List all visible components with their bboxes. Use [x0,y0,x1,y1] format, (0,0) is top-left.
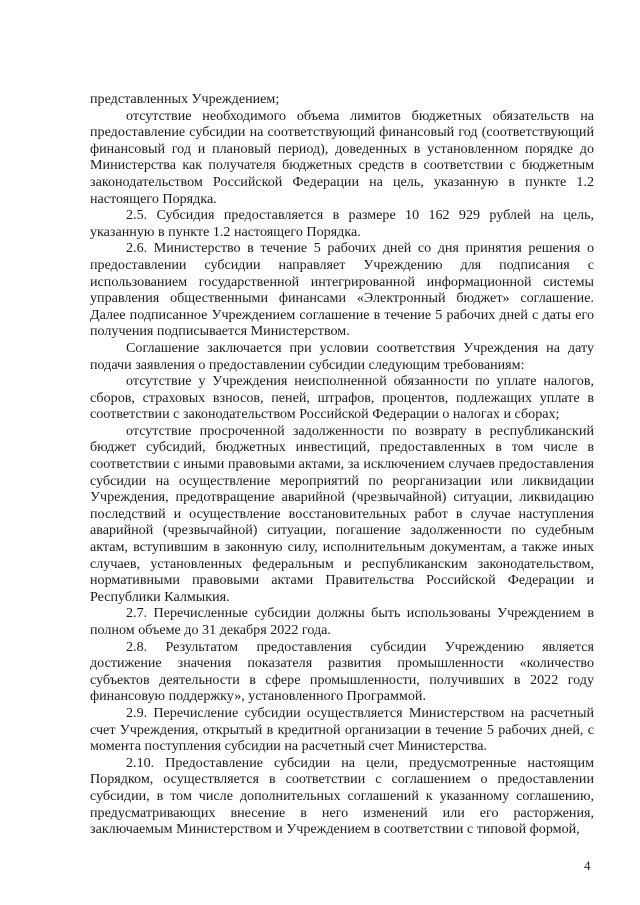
paragraph-continuation: представленных Учреждением; [90,91,280,107]
paragraph-no-overdue-debt: отсутствие просроченной задолженности по возврату в республиканский бюджет субсидий, бюджетных инвестиций, предоставленных в том числе в соответствии с иными правовыми актами, за исключением случаев предоставления субсидии на осуществление мероприятий по реорганизации или ликвидации Учреждения, предотвращение аварийной (чрезвычайной) ситуации, ликвидацию последствий и осуществление восстановительных работ в случае наступления аварийной (чрезвычайной) ситуации, погашение задолженности по судебным актам, вступившим в законную силу, исполнительным документам, а также иных случаев, установленных федеральным и республиканским законодательством, нормативными правовыми актами Правительства Российской Федерации и Республики Калмыкия. [90,422,594,605]
paragraph-budget-limits: отсутствие необходимого объема лимитов бюджетных обязательств на предоставление субсидии на соответствующий финансовый год (соответствующий финансовый год и плановый период), доведенных в установленном порядке до Министерства как получателя бюджетных средств в соответствии с бюджетным законодательством Российской Федерации на цель, указанную в пункте 1.2 настоящего Порядка. [90,107,594,207]
paragraph-2-6: 2.6. Министерство в течение 5 рабочих дней со дня принятия решения о предоставлении субсидии направляет Учреждению для подписания с использованием государственной интегрированной информационной системы управления общественными финансами «Электронный бюджет» соглашение. Далее подписанное Учреждением соглашение в течение 5 рабочих дней с даты его получения подписывается Министерством. [90,240,594,340]
paragraph-2-9: 2.9. Перечисление субсидии осуществляется Министерством на расчетный счет Учреждения, открытый в кредитной организации в течение 5 рабочих дней, с момента поступления субсидии на расчетный счет Министерства. [90,704,594,755]
paragraph-2-10: 2.10. Предоставление субсидии на цели, предусмотренные настоящим Порядком, осуществляется в соответствии с соглашением о предоставлении субсидии, в том числе дополнительных соглашений к указанному соглашению, предусматривающих внесение в него изменений или его расторжения, заключаемым Министерством и Учреждением в соответствии с типовой формой, [90,754,594,838]
paragraph-2-5: 2.5. Субсидия предоставляется в размере 10 162 929 рублей на цель, указанную в пункте 1.2 настоящего Порядка. [90,207,594,240]
paragraph-2-8: 2.8. Результатом предоставления субсидии Учреждению является достижение значения показателя развития промышленности «количество субъектов деятельности в сфере промышленности, получивших в 2022 году финансовую поддержку», установленного Программой. [90,638,594,705]
document-body [90,91,594,838]
page-number: 4 [584,858,591,873]
paragraph-agreement-conditions: Соглашение заключается при условии соответствия Учреждения на дату подачи заявления о предоставлении субсидии следующим требованиям: [90,339,594,373]
paragraph-2-7: 2.7. Перечисленные субсидии должны быть использованы Учреждением в полном объеме до 31 декабря 2022 года. [90,605,594,638]
paragraph-no-tax-debt: отсутствие у Учреждения неисполненной обязанности по уплате налогов, сборов, страховых взносов, пеней, штрафов, процентов, подлежащих уплате в соответствии с законодательством Российской Федерации о налогах и сборах; [90,373,594,423]
